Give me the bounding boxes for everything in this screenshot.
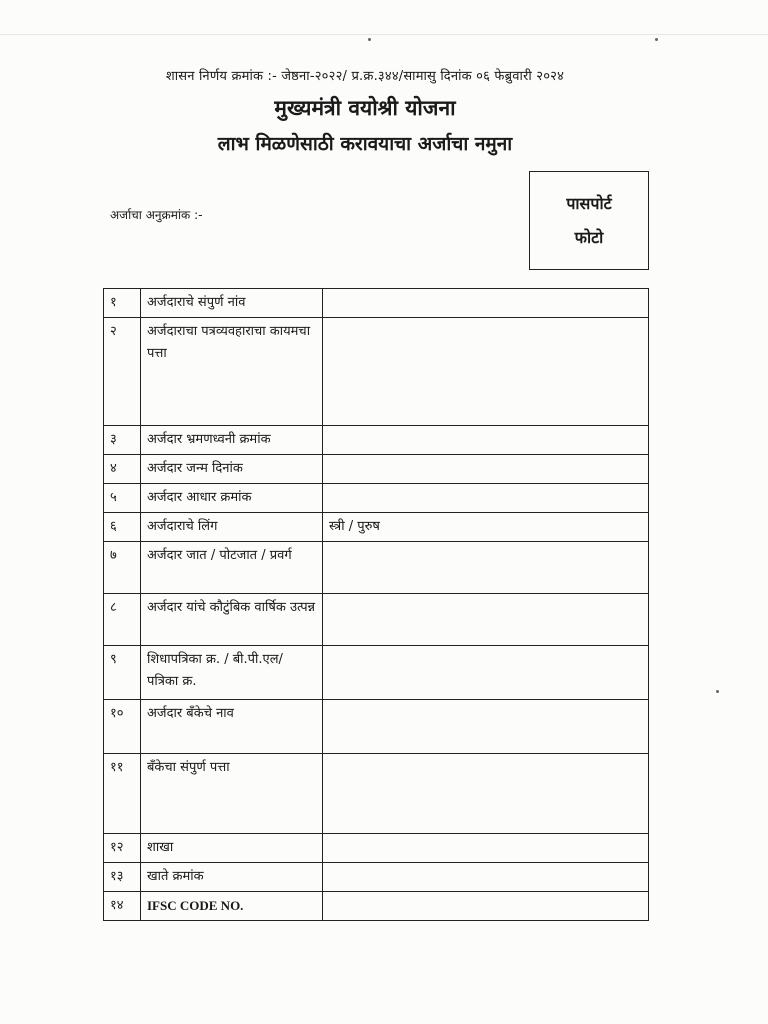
row-label: अर्जदार जन्म दिनांक: [141, 455, 323, 484]
table-row: [104, 594, 649, 646]
row-value-cell[interactable]: [323, 484, 649, 513]
photo-box-line2: फोटो: [574, 227, 604, 247]
application-form-table: [103, 288, 649, 921]
row-value-cell[interactable]: [323, 594, 649, 646]
row-number: २: [104, 318, 141, 426]
row-number: ३: [104, 426, 141, 455]
row-number: ४: [104, 455, 141, 484]
row-value-cell[interactable]: [323, 426, 649, 455]
gender-value-cell[interactable]: स्त्री / पुरुष: [323, 513, 649, 542]
row-label: अर्जदार आधार क्रमांक: [141, 484, 323, 513]
row-value-cell[interactable]: [323, 834, 649, 863]
row-label: IFSC CODE NO.: [141, 892, 323, 921]
row-value-cell[interactable]: [323, 289, 649, 318]
row-number: १३: [104, 863, 141, 892]
row-label: बँकेचा संपुर्ण पत्ता: [141, 754, 323, 834]
row-value-cell[interactable]: [323, 863, 649, 892]
row-value-cell[interactable]: [323, 318, 649, 426]
row-value-cell[interactable]: [323, 700, 649, 754]
row-label: खाते क्रमांक: [141, 863, 323, 892]
row-number: ७: [104, 542, 141, 594]
table-row: [104, 863, 649, 892]
scan-edge-line: [0, 34, 768, 35]
row-label: अर्जदाराचे लिंग: [141, 513, 323, 542]
row-number: १२: [104, 834, 141, 863]
table-row: [104, 289, 649, 318]
row-number: १०: [104, 700, 141, 754]
table-row: [104, 700, 649, 754]
table-row: [104, 426, 649, 455]
row-number: ५: [104, 484, 141, 513]
row-number: ९: [104, 646, 141, 700]
table-row: [104, 892, 649, 921]
table-row: [104, 455, 649, 484]
table-row: [104, 542, 649, 594]
row-value-cell[interactable]: [323, 754, 649, 834]
form-title: लाभ मिळणेसाठी करावयाचा अर्जाचा नमुना: [217, 133, 513, 155]
row-label: अर्जदार जात / पोटजात / प्रवर्ग: [141, 542, 323, 594]
scan-speck: [716, 690, 719, 693]
scan-speck: [655, 38, 658, 41]
row-value-cell[interactable]: [323, 892, 649, 921]
row-value-cell[interactable]: [323, 646, 649, 700]
scheme-title: मुख्यमंत्री वयोश्री योजना: [274, 96, 456, 120]
row-label: शाखा: [141, 834, 323, 863]
row-label: अर्जदार बँकेचे नाव: [141, 700, 323, 754]
table-row: [104, 646, 649, 700]
photo-box-line1: पासपोर्ट: [566, 193, 612, 213]
table-row: [104, 754, 649, 834]
table-row: [104, 834, 649, 863]
table-row: [104, 484, 649, 513]
table-row: [104, 318, 649, 426]
row-label: अर्जदार यांचे कौटुंबिक वार्षिक उत्पन्न: [141, 594, 323, 646]
row-number: ८: [104, 594, 141, 646]
row-value-cell[interactable]: [323, 542, 649, 594]
row-number: ६: [104, 513, 141, 542]
application-serial-label: अर्जाचा अनुक्रमांक :-: [110, 208, 203, 222]
row-number: १४: [104, 892, 141, 921]
row-number: ११: [104, 754, 141, 834]
passport-photo-box: [529, 171, 649, 270]
scan-speck: [368, 38, 371, 41]
row-label: अर्जदाराचे संपुर्ण नांव: [141, 289, 323, 318]
gr-reference-line: शासन निर्णय क्रमांक :- जेष्ठना-२०२२/ प्र.क्र.३४४/सामासु दिनांक ०६ फेब्रुवारी २०२४: [165, 69, 565, 84]
row-label: अर्जदार भ्रमणध्वनी क्रमांक: [141, 426, 323, 455]
row-number: १: [104, 289, 141, 318]
row-label: शिधापत्रिका क्र. / बी.पी.एल/ पत्रिका क्र.: [141, 646, 323, 700]
table-row: [104, 513, 649, 542]
row-label: अर्जदाराचा पत्रव्यवहाराचा कायमचा पत्ता: [141, 318, 323, 426]
row-value-cell[interactable]: [323, 455, 649, 484]
